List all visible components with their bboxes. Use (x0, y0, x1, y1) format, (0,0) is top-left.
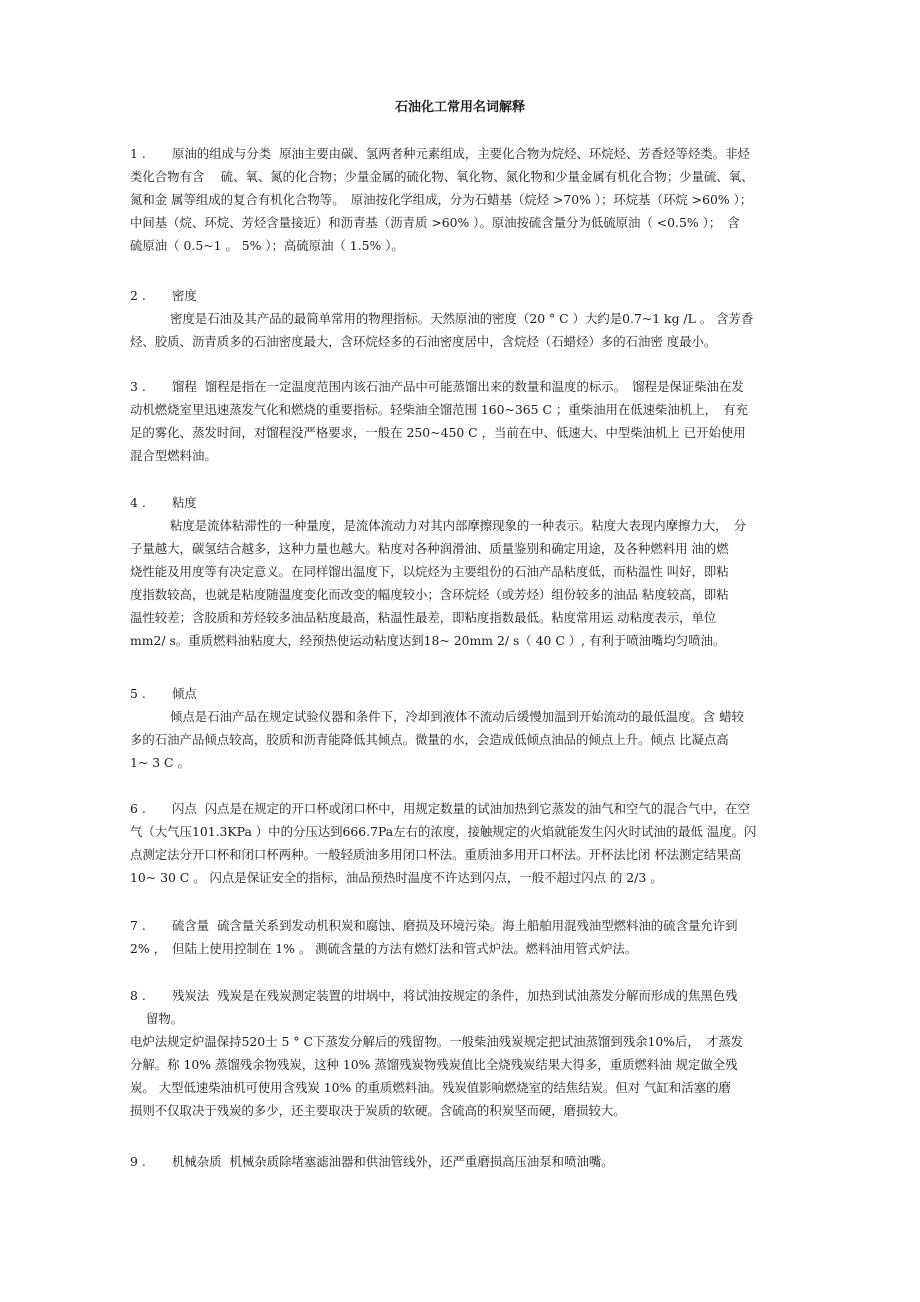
section-3 (130, 375, 792, 467)
section-text-line: 损则不仅取决于残炭的多少，还主要取决于炭质的软硬。含硫高的积炭坚而硬，磨损较大。 (130, 1103, 626, 1118)
section-number: 5 . (130, 686, 146, 701)
section-text-line: 烧性能及用度等有决定意义。在同样馏出温度下，以烷烃为主要组份的石油产品粘度低，而粘温性 叫好，即粘 (130, 564, 729, 579)
section-number: 7 . (130, 918, 146, 933)
section-text-line: 硫原油（ 0.5~1 。 5% ）；高硫原油（ 1.5% ）。 (130, 238, 404, 253)
section-7 (130, 914, 792, 960)
section-text-line: 密度是石油及其产品的最简单常用的物理指标。天然原油的密度（20 ° C ）大约是0.7~1 kg /L 。 含芳香 (170, 311, 754, 326)
section-term: 原油的组成与分类 (172, 146, 272, 161)
section-number: 4 . (130, 495, 146, 510)
section-number: 8 . (130, 988, 146, 1003)
section-6 (130, 797, 792, 889)
section-term: 倾点 (172, 686, 197, 701)
section-term: 残炭法 (172, 988, 210, 1003)
section-text-line: mm2/ s。重质燃料油粘度大，经预热使运动粘度达到18~ 20mm 2/ s（ 40 C ）, 有利于喷油嘴均匀喷油。 (130, 633, 726, 648)
section-term: 硫含量 (172, 918, 210, 933)
section-text-line: 留物。 (146, 1011, 184, 1026)
section-text-line: 炭。 大型低速柴油机可使用含残炭 10% 的重质燃料油。残炭值影响燃烧室的结焦结炭。但对 气缸和活塞的磨 (130, 1080, 731, 1095)
section-text-line: 点测定法分开口杯和闭口杯两种。一般轻质油多用闭口杯法。重质油多用开口杯法。开杯法比闭 杯法测定结果高 (130, 847, 742, 862)
section-text-line: 电炉法规定炉温保持520士 5 ° C下蒸发分解后的残留物。一般柴油残炭规定把试油蒸馏到残余10%后， 才蒸发 (130, 1034, 744, 1049)
section-text-line: 硫含量关系到发动机积炭和腐蚀、磨损及环境污染。海上船舶用混残油型燃料油的硫含量允许到 (217, 918, 738, 933)
section-heading (130, 491, 792, 514)
section-number: 2 . (130, 288, 146, 303)
section-text-line: 闪点是在规定的开口杯或闭口杯中，用规定数量的试油加热到它蒸发的油气和空气的混合气中，在空 (204, 801, 750, 816)
section-heading (130, 984, 792, 1007)
section-term: 闪点 (172, 801, 197, 816)
section-number: 6 . (130, 801, 146, 816)
section-text-line: 1~ 3 C 。 (130, 755, 190, 770)
section-term: 粘度 (172, 495, 197, 510)
section-heading (130, 682, 792, 705)
section-text-line: 粘度是流体粘滞性的一种量度，是流体流动力对其内部摩擦现象的一种表示。粘度大表现内摩擦力大， 分 (170, 518, 747, 533)
section-text-line: 原油主要由碳、氢两者种元素组成，主要化合物为烷烃、环烷烃、芳香烃等烃类。非烃 (279, 146, 750, 161)
section-heading (130, 284, 792, 307)
section-heading (130, 914, 792, 937)
section-2 (130, 284, 792, 353)
section-text-line: 残炭是在残炭测定装置的坩埚中，将试油按规定的条件，加热到试油蒸发分解而形成的焦黑色残 (217, 988, 738, 1003)
section-1 (130, 142, 792, 257)
section-term: 馏程 (172, 379, 197, 394)
section-text-line: 足的雾化、蒸发时间，对馏程没严格要求，一般在 250~450 C ，当前在中、低速大、中型柴油机上 已开始使用 (130, 425, 746, 440)
section-text-line: 动机燃烧室里迅速蒸发气化和燃烧的重要指标。轻柴油全馏范围 160~365 C ；重柴油用在低速柴油机上， 有充 (130, 402, 748, 417)
section-number: 9 . (130, 1154, 146, 1169)
section-term: 机械杂质 (172, 1154, 222, 1169)
section-text-line: 机械杂质除堵塞滤油器和供油管线外，还严重磨损高压油泵和喷油嘴。 (229, 1154, 614, 1169)
section-text-line: 烃、胶质、沥青质多的石油密度最大，含环烷烃多的石油密度居中，含烷烃（石蜡烃）多的石油密 度最小。 (130, 334, 717, 349)
section-number: 1 . (130, 146, 146, 161)
section-text-line: 多的石油产品倾点较高，胶质和沥青能降低其倾点。微量的水，会造成低倾点油品的倾点上升。倾点 比凝点高 (130, 732, 729, 747)
section-heading (130, 1150, 792, 1173)
section-heading (130, 375, 792, 398)
section-heading (130, 142, 792, 165)
section-heading (130, 797, 792, 820)
section-text-line: 温性较差；含胶质和芳烃较多油品粘度最高，粘温性最差，即粘度指数最低。粘度常用运 动粘度表示，单位 (130, 610, 717, 625)
section-text-line: 子量越大，碳氢结合越多，这种力量也越大。粘度对各种润滑油、质量鉴别和确定用途，及各种燃料用 油的燃 (130, 541, 729, 556)
section-text-line: 10~ 30 C 。 闪点是保证安全的指标，油品预热时温度不许达到闪点，一般不超过闪点 的 2/3 。 (130, 870, 663, 885)
section-text-line: 2% ， 但陆上使用控制在 1% 。 测硫含量的方法有燃灯法和管式炉法。燃料油用管式炉法。 (130, 941, 638, 956)
section-text-line: 倾点是石油产品在规定试验仪器和条件下，冷却到液体不流动后缓慢加温到开始流动的最低温度。含 蜡较 (170, 709, 744, 724)
section-text-line: 类化合物有含 硫、氧、氮的化合物；少量金属的硫化物、氧化物、氮化物和少量金属有机化合物；少量硫、氧、 (130, 169, 754, 184)
page-title: 石油化工常用名词解释 (394, 100, 525, 115)
section-8 (130, 984, 792, 1122)
section-text-line: 馏程是指在一定温度范围内该石油产品中可能蒸馏出来的数量和温度的标示。 馏程是保证柴油在发 (204, 379, 744, 394)
section-4 (130, 491, 792, 652)
section-number: 3 . (130, 379, 146, 394)
section-term: 密度 (172, 288, 197, 303)
section-text-line: 中间基（烷、环烷、芳烃含量接近）和沥青基（沥青质 >60% ）。原油按硫含量分为低硫原油（ <0.5% ）； 含 (130, 215, 740, 230)
section-text-line: 分解。称 10% 蒸馏残余物残炭，这种 10% 蒸馏残炭物残炭值比全烧残炭结果大得多，重质燃料油 规定做全残 (130, 1057, 738, 1072)
section-9 (130, 1150, 792, 1173)
section-5 (130, 682, 792, 774)
section-text-line: 混合型燃料油。 (130, 448, 217, 463)
section-text-line: 氮和金 属等组成的复合有机化合物等。 原油按化学组成，分为石蜡基（烷烃 >70% ）；环烷基（环烷 >60% ）； (130, 192, 753, 207)
section-text-line: 气（大气压101.3KPa ）中的分压达到666.7Pa左右的浓度，接触规定的火焰就能发生闪火时试油的最低 温度。闪 (130, 824, 757, 839)
section-text-line: 度指数较高，也就是粘度随温度变化而改变的幅度较小；含环烷烃（或芳烃）组份较多的油品 粘度较高，即粘 (130, 587, 729, 602)
